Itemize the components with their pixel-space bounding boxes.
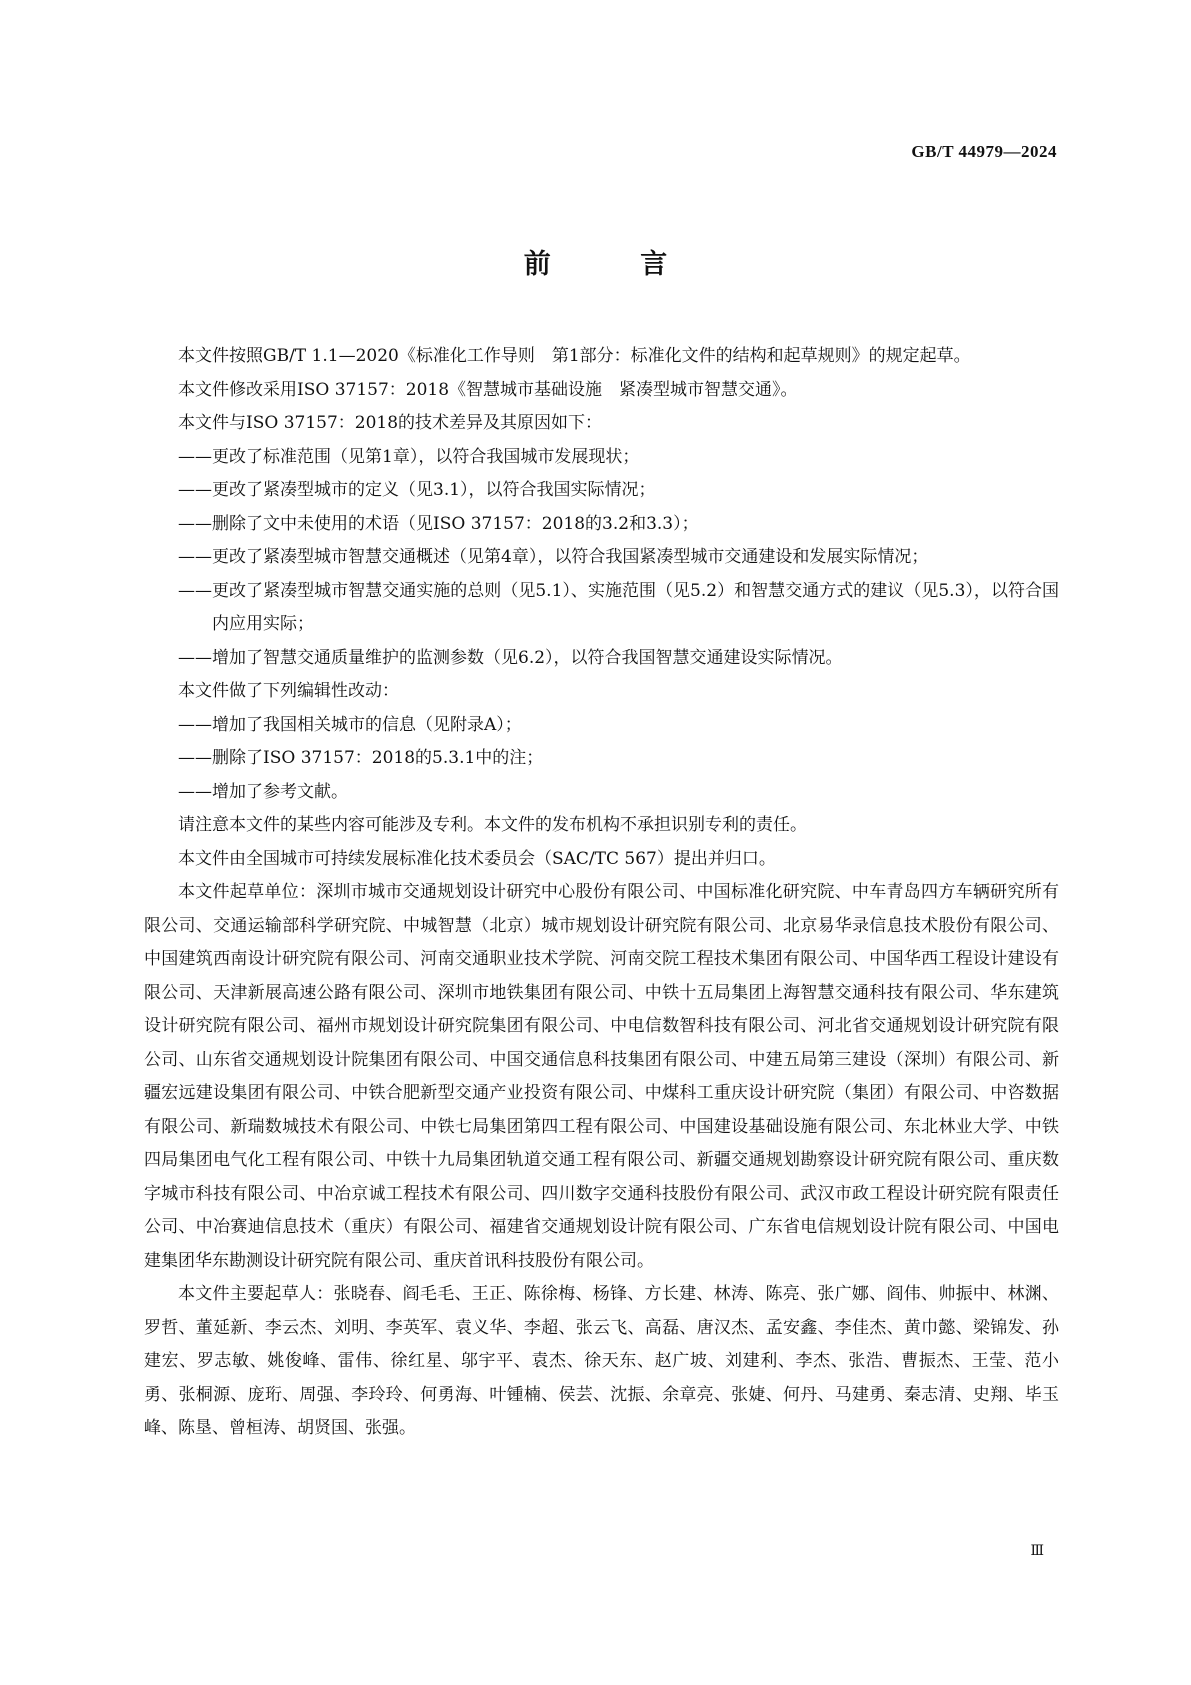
list-item-difference: ——更改了紧凑型城市智慧交通实施的总则（见5.1）、实施范围（见5.2）和智慧交通方式的建议（见5.3），以符合国内应用实际； [178, 580, 1059, 634]
standard-number: GB/T 44979—2024 [911, 142, 1057, 161]
page-title: 前 言 [523, 249, 708, 280]
paragraph-proposer: 本文件由全国城市可持续发展标准化技术委员会（SAC/TC 567）提出并归口。 [178, 848, 776, 869]
paragraph-technical-differences: 本文件与ISO 37157：2018的技术差异及其原因如下： [178, 413, 603, 433]
page-number: Ⅲ [1030, 1544, 1044, 1559]
list-item-editorial: ——增加了我国相关城市的信息（见附录A）； [178, 714, 522, 735]
document-body [144, 340, 1059, 1446]
paragraph-patent-notice: 请注意本文件的某些内容可能涉及专利。本文件的发布机构不承担识别专利的责任。 [178, 815, 807, 835]
paragraph-drafting-rules: 本文件按照GB/T 1.1—2020《标准化工作导则 第1部分：标准化文件的结构和起草规则》的规定起草。 [178, 346, 971, 366]
list-item-difference: ——更改了标准范围（见第1章），以符合我国城市发展现状； [178, 446, 640, 467]
list-item-difference: ——更改了紧凑型城市智慧交通概述（见第4章），以符合我国紧凑型城市交通建设和发展实际情况； [178, 547, 929, 567]
list-item-editorial: ——增加了参考文献。 [178, 781, 348, 802]
list-item-difference: ——增加了智慧交通质量维护的监测参数（见6.2），以符合我国智慧交通建设实际情况。 [178, 647, 843, 668]
paragraph-editorial-changes: 本文件做了下列编辑性改动： [178, 681, 399, 701]
paragraph-adoption: 本文件修改采用ISO 37157：2018《智慧城市基础设施 紧凑型城市智慧交通》。 [178, 379, 798, 400]
list-item-difference: ——更改了紧凑型城市的定义（见3.1），以符合我国实际情况； [178, 480, 656, 500]
paragraph-drafting-units: 本文件起草单位：深圳市城市交通规划设计研究中心股份有限公司、中国标准化研究院、中车青岛四方车辆研究所有限公司、交通运输部科学研究院、中城智慧（北京）城市规划设计研究院有限公司、北京易华录信息技术股份有限公司、中国建筑西南设计研究院有限公司、河南交通职业技术学院、河南交院工程技术集团有限公司、中国华西工程设计建设有限公司、天津新展高速公路有限公司、深圳市地铁集团有限公司、中铁十五局集团上海智慧交通科技有限公司、华东建筑设计研究院有限公司、福州市规划设计研究院集团有限公司、中电信数智科技有限公司、河北省交通规划设计研究院有限公司、山东省交通规划设计院集团有限公司、中国交通信息科技集团有限公司、中建五局第三建设（深圳）有限公司、新疆宏远建设集团有限公司、中铁合肥新型交通产业投资有限公司、中煤科工重庆设计研究院（集团）有限公司、中咨数据有限公司、新瑞数城技术有限公司、中铁七局集团第四工程有限公司、中国建设基础设施有限公司、东北林业大学、中铁四局集团电气化工程有限公司、中铁十九局集团轨道交通工程有限公司、新疆交通规划勘察设计研究院有限公司、重庆数字城市科技有限公司、中冶京诚工程技术有限公司、四川数字交通科技股份有限公司、武汉市政工程设计研究院有限责任公司、中冶赛迪信息技术（重庆）有限公司、福建省交通规划设计院有限公司、广东省电信规划设计院有限公司、中国电建集团华东勘测设计研究院有限公司、重庆首讯科技股份有限公司。 [144, 882, 1059, 1271]
list-item-editorial: ——删除了ISO 37157：2018的5.3.1中的注； [178, 748, 544, 768]
paragraph-drafters: 本文件主要起草人：张晓春、阎毛毛、王正、陈徐梅、杨锋、方长建、林涛、陈亮、张广娜、阎伟、帅振中、林渊、罗哲、董延新、李云杰、刘明、李英军、袁义华、李超、张云飞、高磊、唐汉杰、孟安鑫、李佳杰、黄巾懿、梁锦发、孙建宏、罗志敏、姚俊峰、雷伟、徐红星、邬宇平、袁杰、徐天东、赵广坡、刘建利、李杰、张浩、曹振杰、王莹、范小勇、张桐源、庞珩、周强、李玲玲、何勇海、叶锺楠、侯芸、沈振、余章亮、张婕、何丹、马建勇、秦志清、史翔、毕玉峰、陈垦、曾桓涛、胡贤国、张强。 [144, 1284, 1059, 1438]
list-item-difference: ——删除了文中未使用的术语（见ISO 37157：2018的3.2和3.3）； [178, 513, 699, 534]
